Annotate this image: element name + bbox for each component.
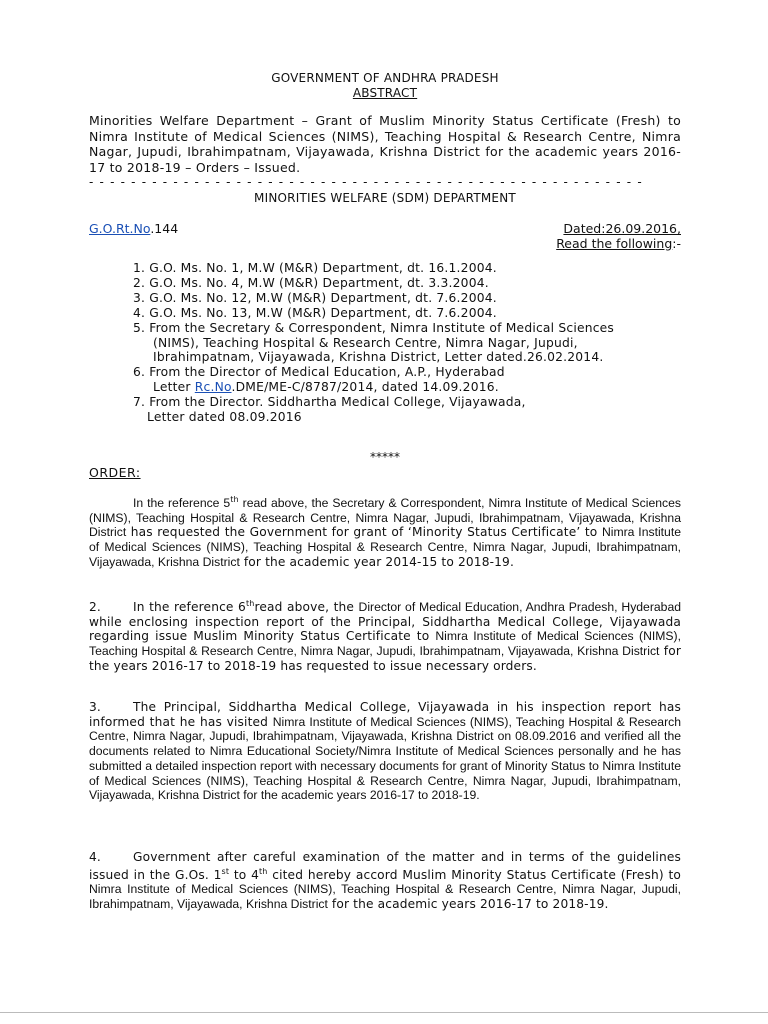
p2-b: read above, the xyxy=(254,600,359,615)
go-number-link[interactable]: G.O.Rt.No xyxy=(89,221,151,236)
dashed-separator: - - - - - - - - - - - - - - - - - - - - - - - - - - - - - - - - - - - - - - - - - - - - - - - - - - - - - xyxy=(89,175,643,189)
reference-item: 6. From the Director of Medical Education, A.P., Hyderabad xyxy=(133,365,505,380)
p4-e: for the academic years 2016-17 to 2018-19. xyxy=(327,897,609,912)
reference-letter-label: Letter xyxy=(153,380,195,395)
p3-a: The Principal, Siddhartha Medical College, Vijayawada in his inspection report has informed that he has visited xyxy=(89,700,681,729)
read-following-line xyxy=(556,236,681,251)
p2-d: while enclosing inspection report of the Principal, Siddhartha Medical College, Vijayawada regarding issue Muslim Minority Status Certificate to xyxy=(89,614,681,644)
p1-c: has requested the Government for grant of ‘Minority Status Certificate’ to xyxy=(126,525,602,540)
references-list xyxy=(133,261,653,425)
paragraph-4 xyxy=(89,850,681,912)
reference-item: 1. G.O. Ms. No. 1, M.W (M&R) Department, dt. 16.1.2004. xyxy=(133,261,497,275)
reference-item: 5. From the Secretary & Correspondent, Nimra Institute of Medical Sciences (NIMS), Teaching Hospital & Research Centre, Nimra Nagar, Jupudi, Ibrahimpatnam, Vijayawada, Krishna District, Letter dated.26.02.2014. xyxy=(133,320,615,365)
p4-c: cited hereby accord Muslim Minority Status Certificate (Fresh) to xyxy=(267,867,681,882)
p2-e: Nimra Institute of Medical Sciences (NIMS), Teaching Hospital & Research Centre, Nimra Nagar, Jupudi, Ibrahimpatnam, Vijayawada, Krishna District xyxy=(89,629,681,659)
reference-item: 7. From the Director. Siddhartha Medical College, Vijayawada, xyxy=(133,395,526,410)
abstract-heading-wrap xyxy=(89,86,681,101)
reference-item: 4. G.O. Ms. No. 13, M.W (M&R) Department, dt. 7.6.2004. xyxy=(133,305,497,320)
page-bottom-rule xyxy=(0,1012,768,1013)
p1-a: In the reference 5 xyxy=(133,496,231,511)
p4-sup2: th xyxy=(259,866,268,876)
p4-b: to 4 xyxy=(229,867,259,882)
reference-item: 3. G.O. Ms. No. 12, M.W (M&R) Department, dt. 7.6.2004. xyxy=(133,290,497,305)
paragraph-3 xyxy=(89,700,681,803)
subject-text: Minorities Welfare Department – Grant of Muslim Minority Status Certificate (Fresh) to Nimra Institute of Medical Sciences (NIMS), Teaching Hospital & Research Centre, Nimra Nagar, Jupudi, Ibrahimpatnam, Vijayawada, Krishna District for the academic years 2016-17 to 2018-19 – Orders – Issued. xyxy=(89,113,681,175)
p1-d: Nimra Institute of Medical Sciences (NIMS), Teaching Hospital & Research Centre, Nimra Nagar, Jupudi, Ibrahimpatnam, Vijayawada, Krishna District xyxy=(89,525,681,569)
p2-c: Director of Medical Education, Andhra Pradesh, Hyderabad xyxy=(358,600,682,615)
p2-number: 2. xyxy=(89,600,101,615)
order-label: ORDER: xyxy=(89,465,141,480)
p3-number: 3. xyxy=(89,700,101,714)
p3-b: Nimra Institute of Medical Sciences (NIMS), Teaching Hospital & Research Centre, Nimra Nagar, Jupudi, Ibrahimpatnam, Vijayawada, Krishna District on 08.09.2016 and verified all the documents related to Nimra Educational Society/Nimra Institute of Medical Sciences personally and he has submitted a detailed inspection report with necessary documents for grant of Minority Status to Nimra Institute of Medical Sciences (NIMS), Teaching Hospital & Research Centre, Nimra Nagar, Jupudi, Ibrahimpatnam, Vijayawada, Krishna District for the academic years 2016-17 to 2018-19. xyxy=(89,714,681,803)
separator-stars: ***** xyxy=(370,450,400,464)
p1-sup: th xyxy=(230,495,239,504)
p4-d: Nimra Institute of Medical Sciences (NIMS), Teaching Hospital & Research Centre, Nimra Nagar, Jupudi, Ibrahimpatnam, Vijayawada, Krishna District xyxy=(89,882,681,912)
p2-sup: th xyxy=(245,599,255,608)
p4-sup1: st xyxy=(221,866,230,876)
p2-a: In the reference 6 xyxy=(133,600,246,615)
go-date: Dated:26.09.2016, xyxy=(563,221,681,236)
abstract-heading: ABSTRACT xyxy=(352,86,418,100)
p1-b: read above, the Secretary & Correspondent, Nimra Institute of Medical Sciences (NIMS), Teaching Hospital & Research Centre, Nimra Nagar, Jupudi, Ibrahimpatnam, Vijayawada, Krishna District xyxy=(89,496,681,540)
reference-item-continued: Letter dated 08.09.2016 xyxy=(147,410,302,425)
p2-f: for the years 2016-17 to 2018-19 has requested to issue necessary orders. xyxy=(89,644,681,673)
read-following-label: Read the following xyxy=(556,236,673,251)
reference-item: 2. G.O. Ms. No. 4, M.W (M&R) Department, dt. 3.3.2004. xyxy=(133,275,489,290)
reference-item-continued xyxy=(133,380,653,395)
go-number-line xyxy=(89,221,681,236)
read-following-suffix: :- xyxy=(672,236,681,251)
go-number: .144 xyxy=(150,221,179,236)
p1-e: for the academic year 2014-15 to 2018-19. xyxy=(239,554,514,569)
paragraph-2 xyxy=(89,597,681,674)
department-heading: MINORITIES WELFARE (SDM) DEPARTMENT xyxy=(254,191,516,205)
p4-number: 4. xyxy=(89,850,101,864)
government-heading: GOVERNMENT OF ANDHRA PRADESH xyxy=(271,71,499,85)
reference-letter-detail: .DME/ME-C/8787/2014, dated 14.09.2016. xyxy=(231,380,499,395)
rc-no-link[interactable]: Rc.No xyxy=(194,380,232,395)
p4-a: Government after careful examination of the matter and in terms of the guidelines issued in the G.Os. 1 xyxy=(89,850,681,882)
paragraph-1 xyxy=(89,493,681,570)
